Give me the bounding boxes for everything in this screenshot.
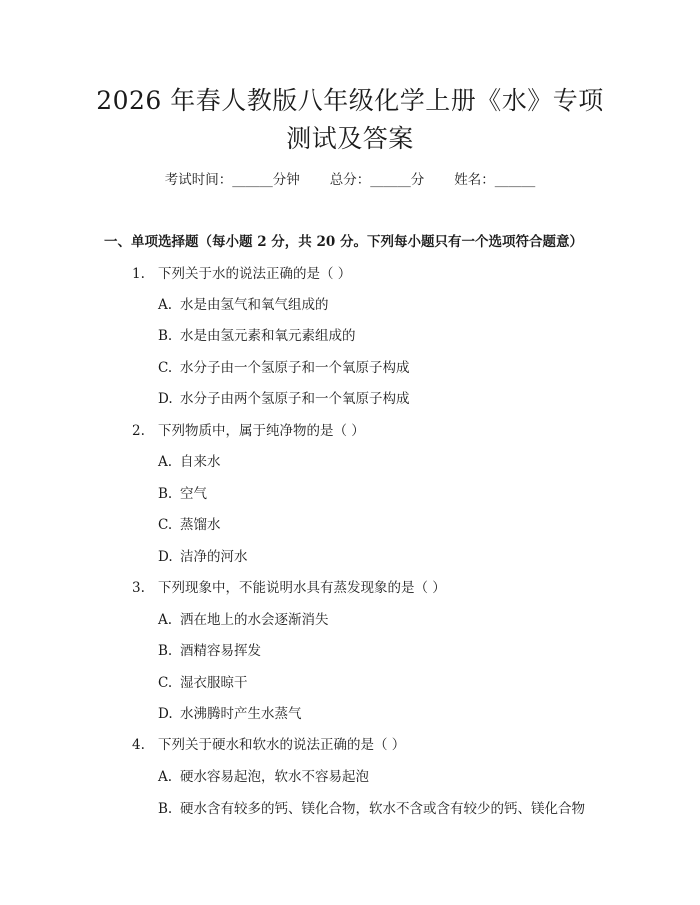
question-stem: 下列物质中，属于纯净物的是（ ） [158, 423, 365, 439]
option-letter: A. [158, 297, 173, 313]
option-letter: C. [158, 675, 173, 691]
question-number: 2. [132, 423, 145, 439]
question-stem: 下列关于水的说法正确的是（ ） [158, 266, 352, 282]
option-2d [158, 545, 248, 565]
option-text: 湿衣服晾干 [180, 675, 248, 691]
question-number: 1. [132, 266, 145, 282]
question-number: 4. [132, 737, 145, 753]
option-letter: D. [158, 391, 173, 407]
option-letter: D. [158, 706, 173, 722]
option-text: 硬水容易起泡，软水不容易起泡 [180, 769, 369, 785]
option-letter: A. [158, 612, 173, 628]
option-1b [158, 324, 356, 344]
option-letter: C. [158, 517, 173, 533]
option-1c [158, 356, 410, 376]
question-4 [132, 733, 405, 753]
option-text: 硬水含有较多的钙、镁化合物，软水不含或含有较少的钙、镁化合物 [180, 801, 585, 817]
question-2 [132, 419, 365, 439]
option-letter: B. [158, 328, 173, 344]
option-4a [158, 765, 369, 785]
option-letter: A. [158, 769, 173, 785]
option-text: 洁净的河水 [180, 549, 248, 565]
document-title [60, 82, 640, 158]
option-3d [158, 702, 302, 722]
option-text: 水是由氢元素和氧元素组成的 [180, 328, 356, 344]
option-1d [158, 387, 410, 407]
option-3a [158, 608, 329, 628]
option-letter: B. [158, 801, 173, 817]
option-text: 水分子由两个氢原子和一个氧原子构成 [180, 391, 410, 407]
option-2a [158, 450, 221, 470]
option-text: 酒精容易挥发 [180, 643, 261, 659]
option-3c [158, 671, 248, 691]
option-2b [158, 482, 207, 502]
option-letter: C. [158, 360, 173, 376]
option-letter: D. [158, 549, 173, 565]
title-line-1: 2026 年春人教版八年级化学上册《水》专项 [96, 86, 604, 115]
title-line-2: 测试及答案 [286, 124, 414, 153]
option-3b [158, 639, 261, 659]
total-score-label: 总分：______分 [329, 172, 425, 188]
student-name-label: 姓名：______ [454, 172, 536, 188]
section-heading: 一、单项选择题（每小题 2 分，共 20 分。下列每小题只有一个选项符合题意） [104, 234, 583, 250]
question-1 [132, 262, 351, 282]
option-text: 水是由氢气和氧气组成的 [180, 297, 329, 313]
question-3 [132, 576, 446, 596]
question-stem: 下列关于硬水和软水的说法正确的是（ ） [158, 737, 406, 753]
option-text: 蒸馏水 [180, 517, 221, 533]
option-text: 水沸腾时产生水蒸气 [180, 706, 302, 722]
option-text: 洒在地上的水会逐渐消失 [180, 612, 329, 628]
exam-info [0, 168, 700, 188]
question-number: 3. [132, 580, 145, 596]
option-2c [158, 513, 221, 533]
question-stem: 下列现象中，不能说明水具有蒸发现象的是（ ） [158, 580, 446, 596]
option-letter: A. [158, 454, 173, 470]
option-1a [158, 293, 329, 313]
option-text: 空气 [180, 486, 207, 502]
exam-time-label: 考试时间：______分钟 [164, 172, 300, 188]
option-4b [158, 797, 585, 817]
option-text: 自来水 [180, 454, 221, 470]
option-letter: B. [158, 486, 173, 502]
option-letter: B. [158, 643, 173, 659]
option-text: 水分子由一个氢原子和一个氧原子构成 [180, 360, 410, 376]
